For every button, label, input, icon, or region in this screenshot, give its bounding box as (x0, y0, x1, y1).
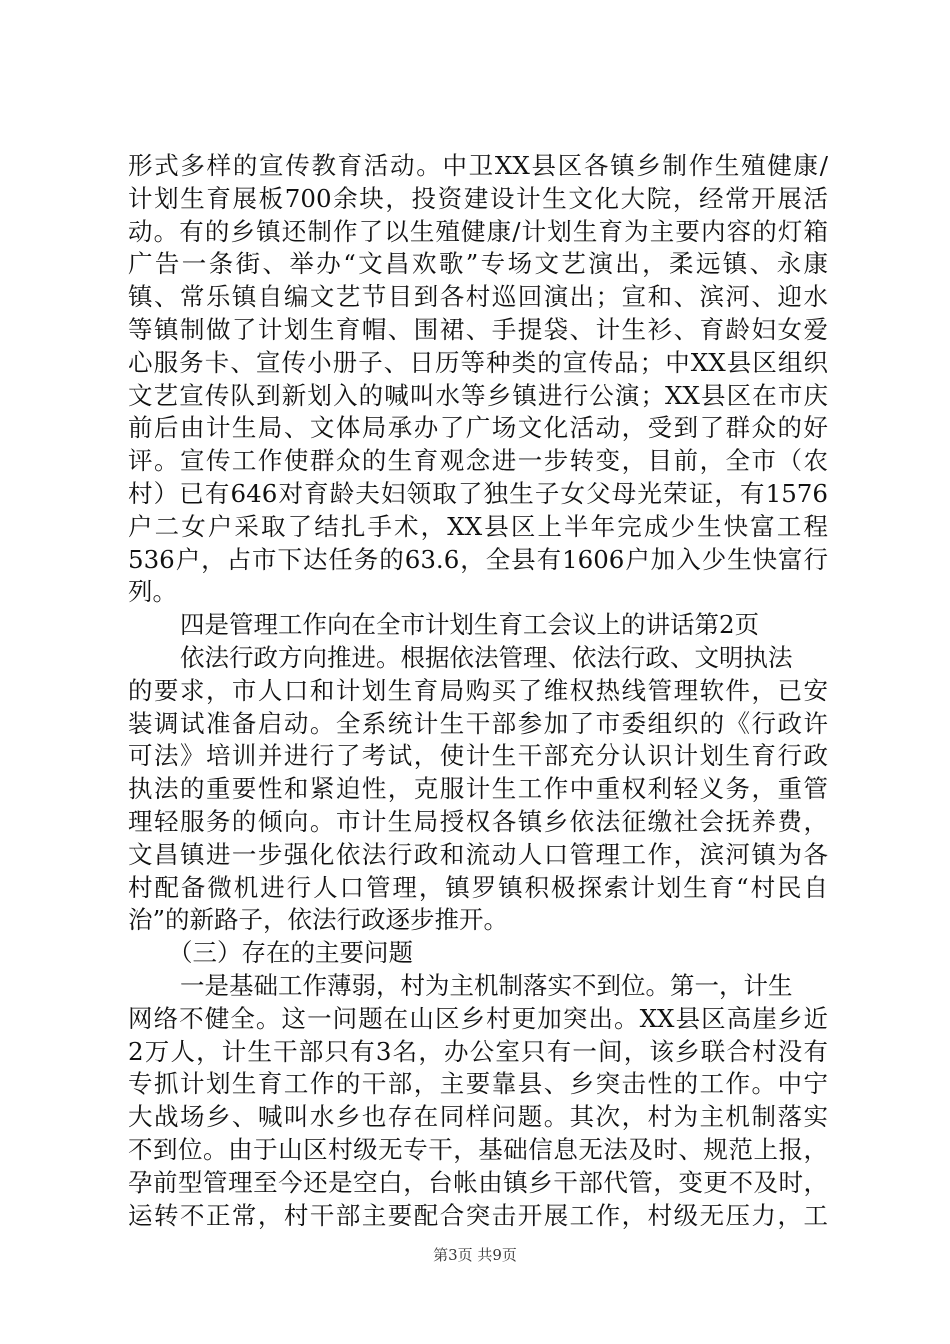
paragraph-start-line: 四是管理工作向在全市计划生育工会议上的讲话第2页 (180, 610, 760, 640)
text-line: 镇、常乐镇自编文艺节目到各村巡回演出；宣和、滨河、迎水 (128, 282, 828, 312)
text-line: 形式多样的宣传教育活动。中卫XX县区各镇乡制作生殖健康/ (128, 151, 828, 180)
text-line: 的要求，市人口和计划生育局购买了维权热线管理软件，已安 (128, 675, 828, 705)
text-line: 不到位。由于山区村级无专干，基础信息无法及时、规范上报， (128, 1134, 828, 1164)
text-line: 可法》培训并进行了考试，使计生干部充分认识计划生育行政 (128, 741, 828, 771)
text-line: 文昌镇进一步强化依法行政和流动人口管理工作，滨河镇为各 (128, 839, 828, 869)
text-line: 运转不正常，村干部主要配合突击开展工作，村级无压力，工 (128, 1200, 828, 1230)
text-line: 户二女户采取了结扎手术，XX县区上半年完成少生快富工程 (128, 511, 828, 541)
text-line: 治”的新路子，依法行政逐步推开。 (128, 905, 509, 935)
page-footer: 第3页 共9页 (433, 1246, 517, 1264)
body-text (128, 150, 828, 1232)
text-line: 2万人，计生干部只有3名，办公室只有一间，该乡联合村没有 (128, 1036, 828, 1066)
text-line: 理轻服务的倾向。市计生局授权各镇乡依法征缴社会抚养费， (128, 806, 828, 836)
paragraph-start-line: 一是基础工作薄弱，村为主机制落实不到位。第一，计生 (180, 970, 793, 1000)
text-line: 专抓计划生育工作的干部，主要靠县、乡突击性的工作。中宁 (128, 1069, 828, 1099)
text-line: 大战场乡、喊叫水乡也存在同样问题。其次，村为主机制落实 (128, 1102, 828, 1132)
section-heading: （三）存在的主要问题 (168, 938, 413, 968)
text-line: 网络不健全。这一问题在山区乡村更加突出。XX县区高崖乡近 (128, 1003, 828, 1033)
text-line: 孕前型管理至今还是空白，台帐由镇乡干部代管，变更不及时， (128, 1167, 828, 1197)
text-line: 村）已有646对育龄夫妇领取了独生子女父母光荣证，有1576 (128, 478, 828, 508)
text-line: 广告一条街、举办“文昌欢歌”专场文艺演出，柔远镇、永康 (128, 249, 828, 279)
text-line: 动。有的乡镇还制作了以生殖健康/计划生育为主要内容的灯箱 (128, 216, 828, 246)
text-line: 执法的重要性和紧迫性，克服计生工作中重权利轻义务，重管 (128, 774, 828, 804)
text-line: 心服务卡、宣传小册子、日历等种类的宣传品；中XX县区组织 (128, 347, 828, 377)
text-line: 等镇制做了计划生育帽、围裙、手提袋、计生衫、育龄妇女爱 (128, 314, 828, 344)
text-line: 536户，占市下达任务的63.6，全县有1606户加入少生快富行 (128, 544, 828, 574)
text-line: 评。宣传工作使群众的生育观念进一步转变，目前，全市（农 (128, 446, 828, 476)
text-line: 装调试准备启动。全系统计生干部参加了市委组织的《行政许 (128, 708, 828, 738)
text-line: 村配备微机进行人口管理，镇罗镇积极探索计划生育“村民自 (128, 872, 828, 902)
text-line: 文艺宣传队到新划入的喊叫水等乡镇进行公演；XX县区在市庆 (128, 380, 828, 410)
text-line: 计划生育展板700余块，投资建设计生文化大院，经常开展活 (128, 183, 828, 213)
paragraph-start-line: 依法行政方向推进。根据依法管理、依法行政、文明执法 (180, 642, 793, 672)
text-line: 前后由计生局、文体局承办了广场文化活动，受到了群众的好 (128, 413, 828, 443)
text-line: 列。 (128, 577, 177, 607)
